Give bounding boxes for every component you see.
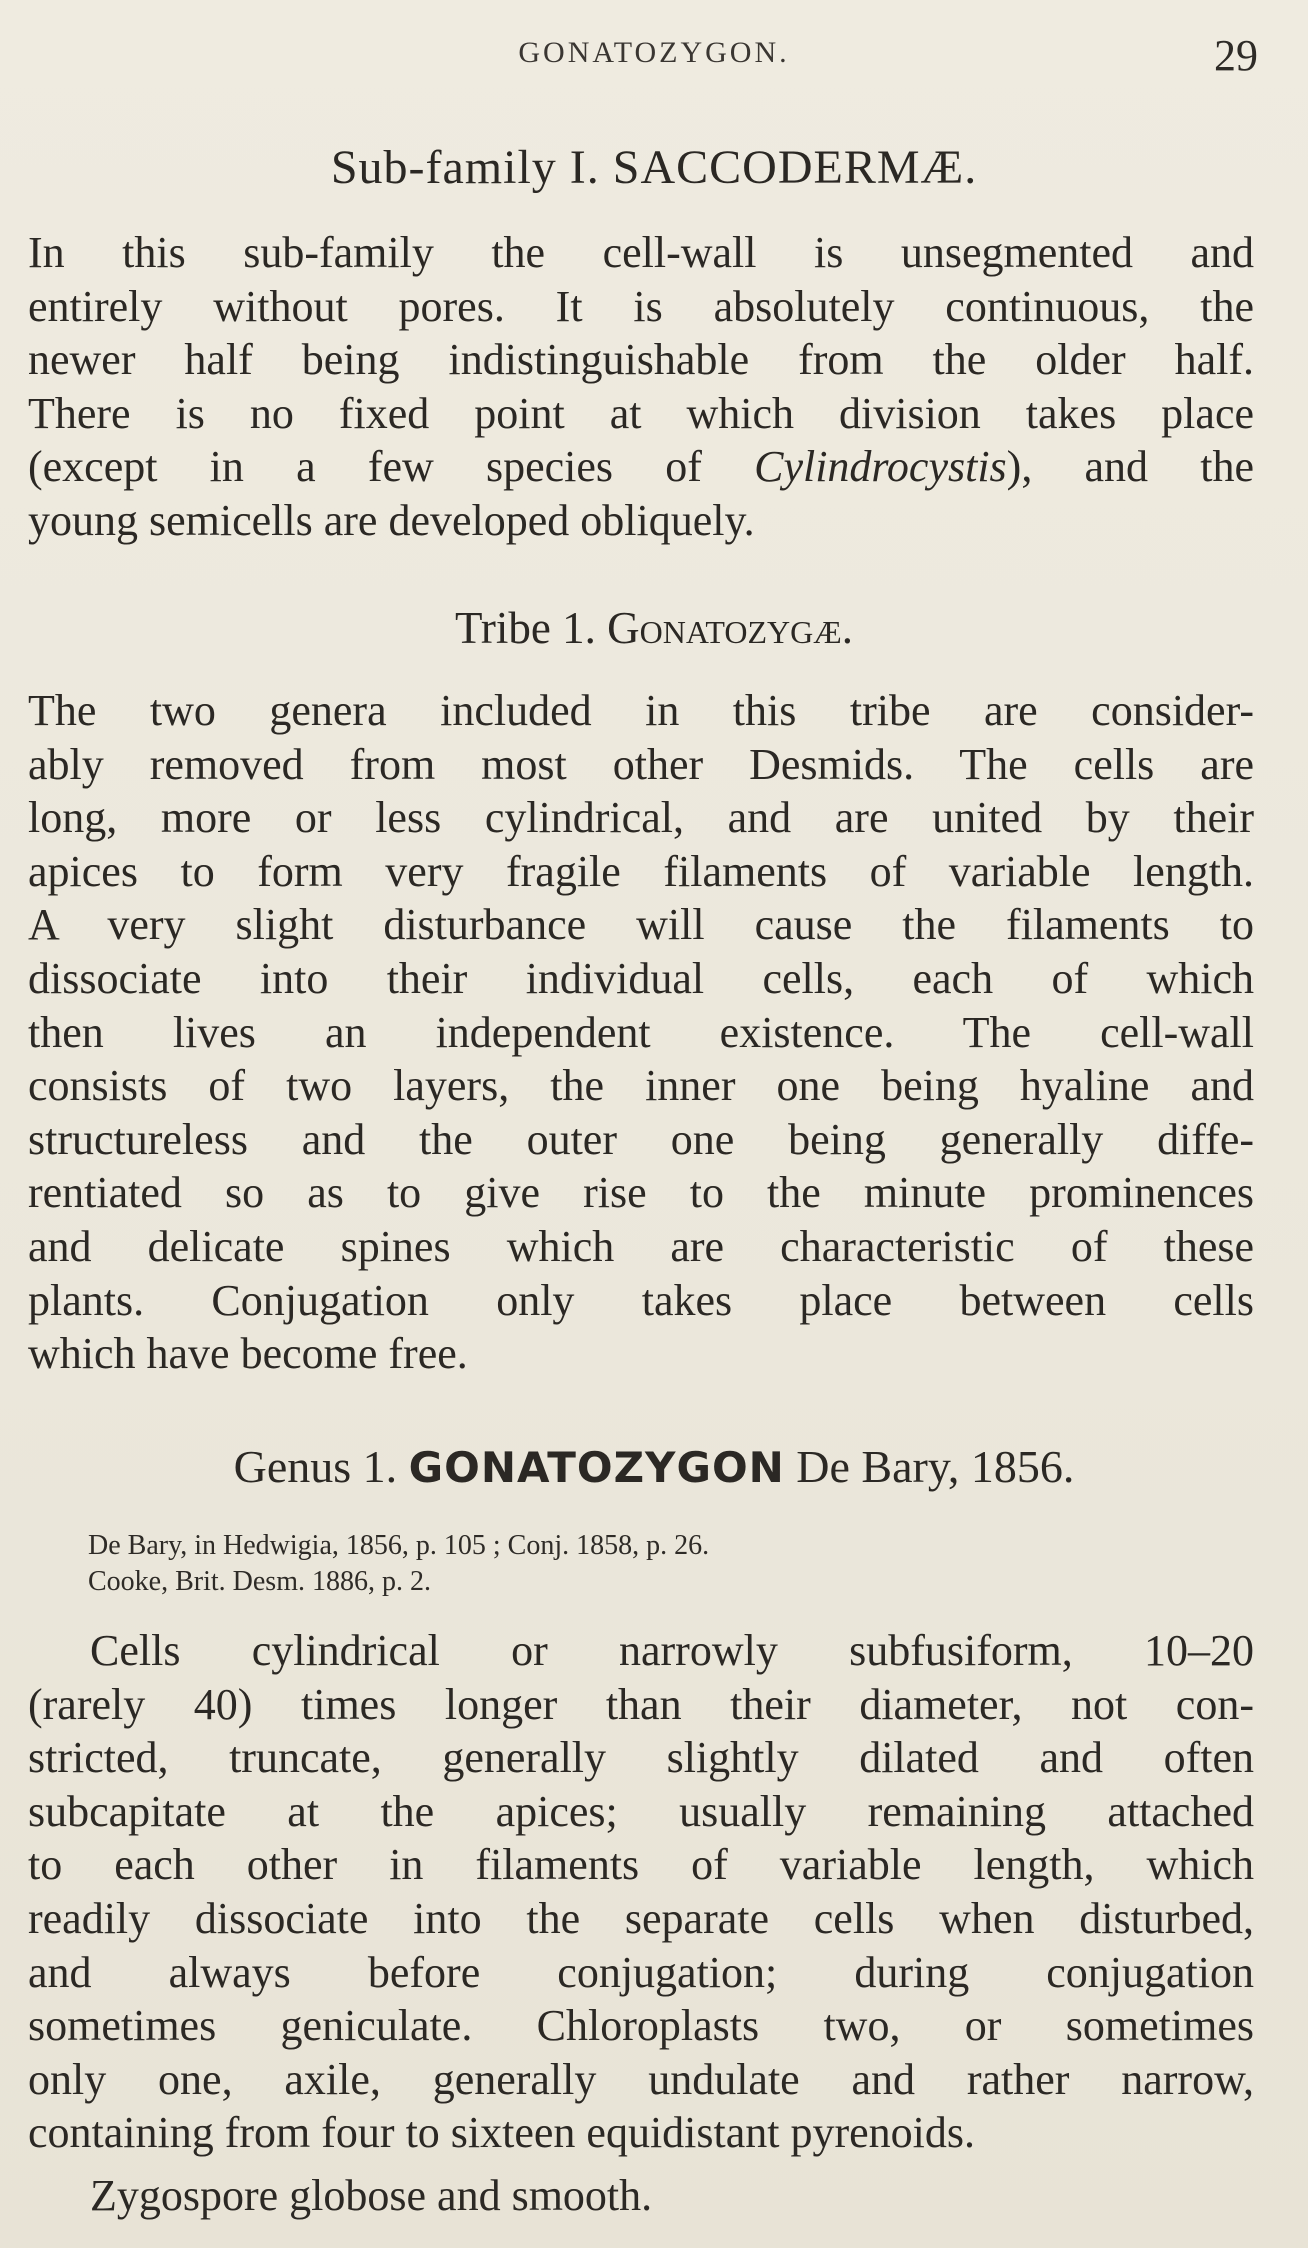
text-line: dissociate into their individual cells, each of which xyxy=(28,953,1254,1003)
text-line: There is no fixed point at which division takes place xyxy=(28,388,1254,438)
tribe-heading xyxy=(0,602,1308,654)
text-line: rentiated so as to give rise to the minute prominences xyxy=(28,1168,1254,1218)
text-line: plants. Conjugation only takes place between cells xyxy=(28,1275,1254,1325)
text-line: to each other in filaments of variable length, which xyxy=(28,1840,1254,1890)
sub-family-paragraph xyxy=(28,226,1254,548)
text-line: then lives an independent existence. The cell-wall xyxy=(28,1007,1254,1057)
text-line: A very slight disturbance will cause the filaments to xyxy=(28,900,1254,950)
tribe-name: Gonatozygæ. xyxy=(607,603,853,653)
text-line: which have become free. xyxy=(28,1329,468,1379)
text-line: apices to form very fragile filaments of variable length. xyxy=(28,846,1254,896)
text-line: consists of two layers, the inner one being hyaline and xyxy=(28,1061,1254,1111)
text-line: structureless and the outer one being generally diffe- xyxy=(28,1114,1254,1164)
text-line: subcapitate at the apices; usually remaining attached xyxy=(28,1786,1254,1836)
reference-line: De Bary, in Hedwigia, 1856, p. 105 ; Conj. 1858, p. 26. xyxy=(88,1530,710,1561)
text-line: containing from four to sixteen equidistant pyrenoids. xyxy=(28,2108,976,2158)
text-line: The two genera included in this tribe are consider- xyxy=(28,686,1254,735)
zygospore-sentence: Zygospore globose and smooth. xyxy=(90,2171,653,2220)
text-line: newer half being indistinguishable from the older half. xyxy=(28,335,1254,385)
text-line: only one, axile, generally undulate and rather narrow, xyxy=(28,2054,1254,2104)
genus-heading xyxy=(0,1440,1308,1493)
reference-line: Cooke, Brit. Desm. 1886, p. 2. xyxy=(88,1566,431,1597)
running-title: GONATOZYGON. xyxy=(518,36,790,69)
text-line: readily dissociate into the separate cells when disturbed, xyxy=(28,1893,1254,1943)
text-line: stricted, truncate, generally slightly dilated and often xyxy=(28,1733,1254,1783)
page-number: 29 xyxy=(1214,31,1258,80)
text-line: Cells cylindrical or narrowly subfusiform, 10–20 xyxy=(90,1626,1254,1675)
running-head xyxy=(0,30,1308,80)
text-line: ably removed from most other Desmids. The cells are xyxy=(28,739,1254,789)
text-line: young semicells are developed obliquely. xyxy=(28,495,755,545)
text-line xyxy=(28,440,1254,494)
text-segment: ), and the xyxy=(1006,442,1255,492)
references xyxy=(88,1528,709,1600)
text-line: In this sub-family the cell-wall is unsegmented and xyxy=(28,228,1254,277)
text-line: and delicate spines which are characteristic of these xyxy=(28,1221,1254,1271)
genus-authority: De Bary, 1856. xyxy=(784,1441,1075,1492)
genus-italic-term: Cylindrocystis xyxy=(754,442,1007,492)
text-segment: (except in a few species of xyxy=(28,442,755,492)
genus-description xyxy=(28,1624,1254,2160)
tribe-prefix: Tribe 1. xyxy=(455,603,608,653)
text-line: sometimes geniculate. Chloroplasts two, or sometimes xyxy=(28,2001,1254,2051)
text-line: entirely without pores. It is absolutely continuous, the xyxy=(28,281,1254,331)
text-line: and always before conjugation; during conjugation xyxy=(28,1947,1254,1997)
text-line: (rarely 40) times longer than their diameter, not con- xyxy=(28,1679,1254,1729)
tribe-paragraph xyxy=(28,684,1254,1381)
genus-prefix: Genus 1. xyxy=(233,1441,409,1492)
sub-family-heading: Sub-family I. SACCODERMÆ. xyxy=(330,141,978,194)
genus-name: GONATOZYGON xyxy=(408,1443,785,1492)
text-line: long, more or less cylindrical, and are united by their xyxy=(28,793,1254,843)
